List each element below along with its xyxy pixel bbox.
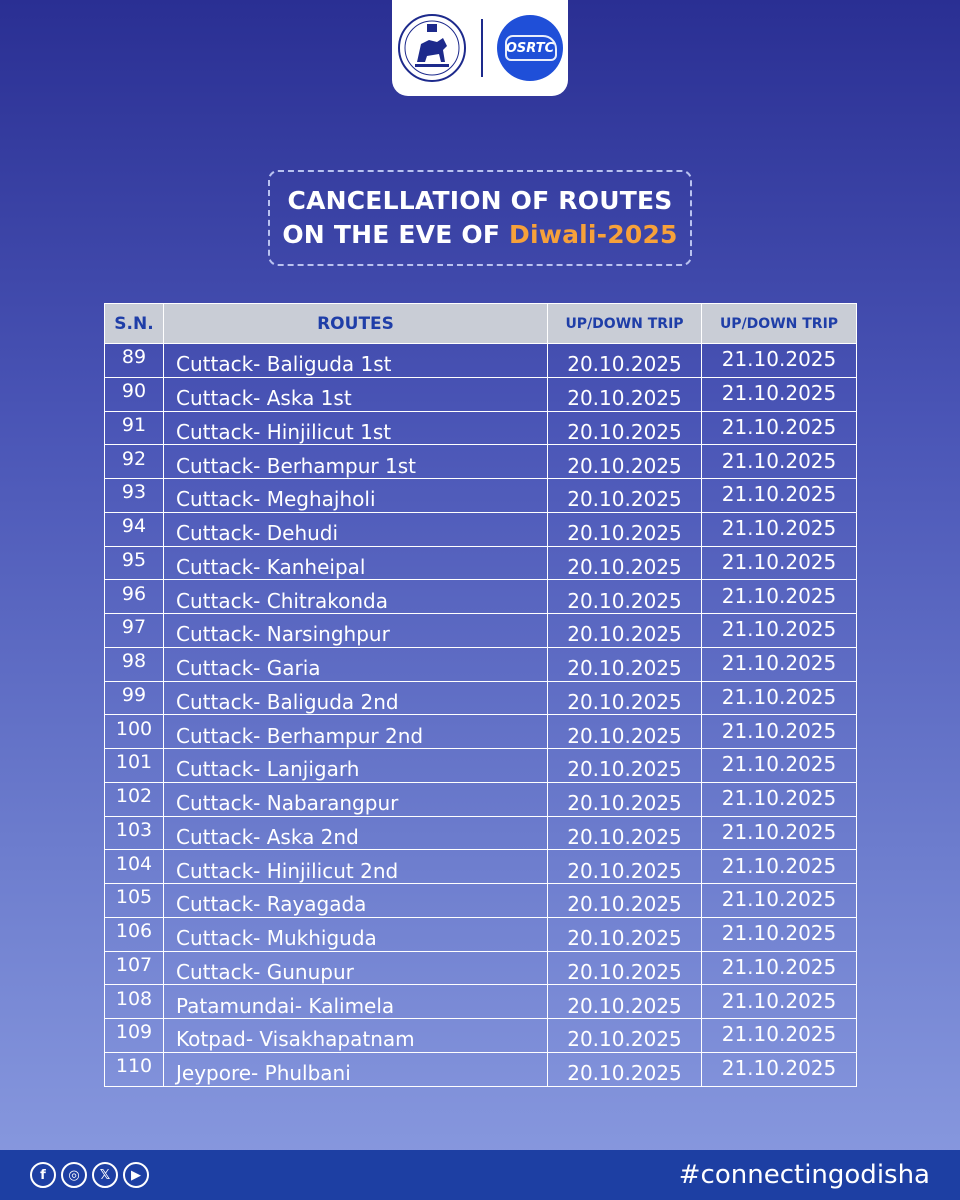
table-row [105,377,857,411]
table-row [105,749,857,783]
row-date-1: 20.10.2025 [548,377,702,411]
row-date-1: 20.10.2025 [548,917,702,951]
table-header-row [105,304,857,344]
row-date-2: 21.10.2025 [702,681,857,715]
table-row [105,681,857,715]
row-date-1: 20.10.2025 [548,445,702,479]
table-row [105,614,857,648]
row-sn: 110 [105,1052,164,1086]
table-row [105,884,857,918]
row-date-1: 20.10.2025 [548,411,702,445]
row-date-2: 21.10.2025 [702,917,857,951]
row-date-2: 21.10.2025 [702,411,857,445]
row-sn: 101 [105,749,164,783]
row-date-2: 21.10.2025 [702,951,857,985]
table-row [105,512,857,546]
row-sn: 98 [105,647,164,681]
row-date-1: 20.10.2025 [548,1052,702,1086]
table-row [105,1052,857,1086]
row-sn: 92 [105,445,164,479]
facebook-icon[interactable]: f [30,1162,56,1188]
row-date-1: 20.10.2025 [548,479,702,513]
row-date-2: 21.10.2025 [702,614,857,648]
row-sn: 97 [105,614,164,648]
osrtc-bus-logo-icon [497,15,563,81]
routes-table [104,303,857,1087]
odisha-government-emblem-icon [397,10,467,86]
row-route: Cuttack- Meghajholi [164,479,548,513]
row-sn: 102 [105,782,164,816]
row-date-1: 20.10.2025 [548,614,702,648]
table-body [105,344,857,1087]
header-routes: ROUTES [164,304,548,344]
row-date-2: 21.10.2025 [702,1052,857,1086]
row-route: Cuttack- Aska 1st [164,377,548,411]
row-route: Kotpad- Visakhapatnam [164,1019,548,1053]
row-route: Cuttack- Garia [164,647,548,681]
row-date-2: 21.10.2025 [702,377,857,411]
header-sn: S.N. [105,304,164,344]
row-route: Cuttack- Rayagada [164,884,548,918]
row-date-2: 21.10.2025 [702,985,857,1019]
row-sn: 90 [105,377,164,411]
row-date-1: 20.10.2025 [548,647,702,681]
row-route: Cuttack- Hinjilicut 2nd [164,850,548,884]
row-date-2: 21.10.2025 [702,580,857,614]
title-line-2 [282,218,677,252]
row-date-2: 21.10.2025 [702,715,857,749]
row-sn: 103 [105,816,164,850]
table-row [105,917,857,951]
row-route: Cuttack- Gunupur [164,951,548,985]
row-route: Cuttack- Berhampur 2nd [164,715,548,749]
row-route: Cuttack- Chitrakonda [164,580,548,614]
row-sn: 109 [105,1019,164,1053]
row-route: Cuttack- Narsinghpur [164,614,548,648]
x-icon[interactable]: 𝕏 [92,1162,118,1188]
row-sn: 100 [105,715,164,749]
instagram-icon[interactable]: ◎ [61,1162,87,1188]
table-row [105,850,857,884]
row-sn: 94 [105,512,164,546]
logo-card [392,0,568,96]
row-date-1: 20.10.2025 [548,816,702,850]
row-date-1: 20.10.2025 [548,985,702,1019]
row-sn: 91 [105,411,164,445]
title-line-1: CANCELLATION OF ROUTES [287,186,673,215]
row-sn: 105 [105,884,164,918]
row-route: Cuttack- Nabarangpur [164,782,548,816]
row-sn: 93 [105,479,164,513]
row-date-1: 20.10.2025 [548,580,702,614]
row-sn: 106 [105,917,164,951]
table-row [105,951,857,985]
footer-hashtag: #connectingodisha [678,1160,930,1190]
footer-bar [0,1150,960,1200]
row-sn: 95 [105,546,164,580]
row-date-2: 21.10.2025 [702,1019,857,1053]
row-route: Cuttack- Kanheipal [164,546,548,580]
row-route: Jeypore- Phulbani [164,1052,548,1086]
table-row [105,546,857,580]
row-date-1: 20.10.2025 [548,782,702,816]
row-date-2: 21.10.2025 [702,749,857,783]
table-row [105,816,857,850]
row-date-1: 20.10.2025 [548,546,702,580]
row-date-1: 20.10.2025 [548,681,702,715]
table-row [105,715,857,749]
header-trip-1: UP/DOWN TRIP [548,304,702,344]
row-date-2: 21.10.2025 [702,546,857,580]
table-row [105,479,857,513]
row-date-2: 21.10.2025 [702,816,857,850]
row-date-1: 20.10.2025 [548,1019,702,1053]
row-route: Cuttack- Lanjigarh [164,749,548,783]
row-route: Cuttack- Mukhiguda [164,917,548,951]
row-route: Cuttack- Berhampur 1st [164,445,548,479]
row-route: Cuttack- Baliguda 2nd [164,681,548,715]
row-route: Cuttack- Aska 2nd [164,816,548,850]
row-date-2: 21.10.2025 [702,512,857,546]
table-row [105,411,857,445]
row-date-1: 20.10.2025 [548,951,702,985]
row-date-2: 21.10.2025 [702,850,857,884]
header-trip-2: UP/DOWN TRIP [702,304,857,344]
row-date-2: 21.10.2025 [702,344,857,378]
row-route: Cuttack- Hinjilicut 1st [164,411,548,445]
row-date-2: 21.10.2025 [702,884,857,918]
row-date-2: 21.10.2025 [702,782,857,816]
table-row [105,647,857,681]
table-row [105,1019,857,1053]
table-row [105,445,857,479]
row-date-1: 20.10.2025 [548,715,702,749]
row-date-2: 21.10.2025 [702,445,857,479]
row-date-1: 20.10.2025 [548,344,702,378]
row-date-1: 20.10.2025 [548,884,702,918]
row-date-1: 20.10.2025 [548,749,702,783]
row-sn: 89 [105,344,164,378]
row-sn: 104 [105,850,164,884]
table-row [105,580,857,614]
osrtc-brand-text: OSRTC [505,40,555,56]
row-sn: 108 [105,985,164,1019]
row-date-1: 20.10.2025 [548,850,702,884]
row-sn: 99 [105,681,164,715]
table-row [105,985,857,1019]
title-line-2-prefix: ON THE EVE OF [282,220,510,249]
row-date-2: 21.10.2025 [702,479,857,513]
row-date-2: 21.10.2025 [702,647,857,681]
table-row [105,344,857,378]
row-route: Cuttack- Dehudi [164,512,548,546]
logo-divider [481,19,483,77]
title-highlight: Diwali-2025 [509,220,678,249]
social-links [30,1162,149,1188]
row-route: Patamundai- Kalimela [164,985,548,1019]
table-row [105,782,857,816]
youtube-icon[interactable]: ▶ [123,1162,149,1188]
row-sn: 96 [105,580,164,614]
row-sn: 107 [105,951,164,985]
row-route: Cuttack- Baliguda 1st [164,344,548,378]
row-date-1: 20.10.2025 [548,512,702,546]
page-title [268,170,692,266]
